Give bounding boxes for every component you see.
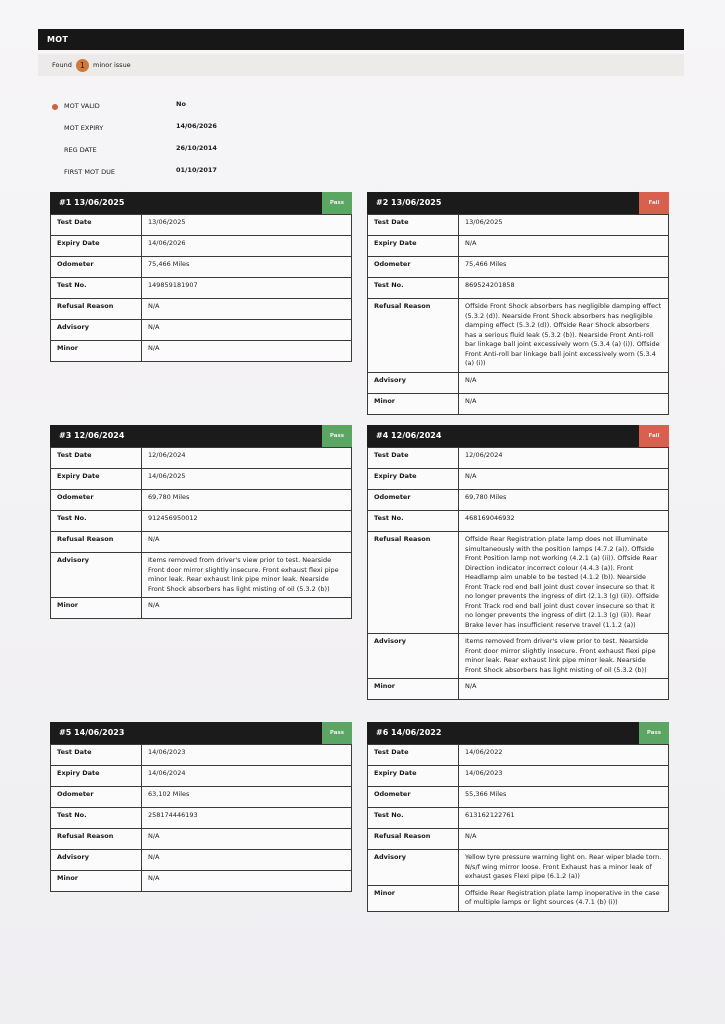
field-label: Test Date: [368, 745, 459, 766]
field-value: 14/06/2026: [142, 236, 352, 257]
field-value: Yellow tyre pressure warning light on. Rear wiper blade torn. N/s/f wing mirror loose. Front Exhaust has a minor leak of exhaust gases Flexi pipe (6.1.2 (a)): [459, 850, 669, 886]
field-value: 14/06/2022: [459, 745, 669, 766]
row-test-date: [51, 448, 352, 469]
field-label: Refusal Reason: [51, 532, 142, 553]
field-value: 149859181907: [142, 278, 352, 299]
field-label: Minor: [51, 341, 142, 362]
row-minor: [51, 341, 352, 362]
field-label: Refusal Reason: [368, 532, 459, 634]
field-value: 13/06/2025: [142, 215, 352, 236]
row-expiry-date: [51, 469, 352, 490]
mot-summary: [52, 98, 292, 186]
field-value: N/A: [459, 236, 669, 257]
field-label: Advisory: [368, 372, 459, 393]
summary-value: 26/10/2014: [176, 144, 217, 152]
row-odometer: [51, 257, 352, 278]
row-refusal-reason: [51, 299, 352, 320]
field-label: Refusal Reason: [51, 829, 142, 850]
row-minor: [368, 885, 669, 911]
field-value: 13/06/2025: [459, 215, 669, 236]
field-value: N/A: [142, 829, 352, 850]
summary-label: MOT EXPIRY: [64, 124, 104, 132]
field-label: Test Date: [368, 215, 459, 236]
field-value: Offside Rear Registration plate lamp does not illuminate simultaneously with the position lamps (4.7.2 (a)). Offside Front Position lamp not working (4.2.1 (a) (ii)). Offside Rear Direction indicator incorrect colour (4.4.3 (a)). Front Headlamp aim unable to be tested (4.1.2 (b)). Nearside Front Track rod end ball joint dust cover insecure so that it no longer prevents the ingress of dirt (2.1.3 (g) (ii)). Offside Front Track rod end ball joint dust cover insecure so that it no longer prevents the ingress of dirt (2.1.3 (g) (ii)). Rear Brake lever has insufficient reserve travel (1.1.2 (a)): [459, 532, 669, 634]
field-value: 869524201858: [459, 278, 669, 299]
found-prefix: Found: [52, 61, 72, 69]
field-value: Offside Front Shock absorbers has negligible damping effect (5.3.2 (d)). Nearside Front Shock absorbers has negligible damping effect (5.3.2 (d)). Offside Rear Shock absorbers has a serious fluid leak (5.3.2 (b)). Nearside Front Anti-roll bar linkage ball joint excessively worn (5.3.4 (a) (i)). Offside Front Anti-roll bar linkage ball joint excessively worn (5.3.4 (a) (i)): [459, 299, 669, 373]
row-odometer: [368, 490, 669, 511]
field-label: Expiry Date: [51, 469, 142, 490]
row-minor: [368, 393, 669, 414]
field-label: Odometer: [368, 257, 459, 278]
found-suffix: minor issue: [93, 61, 131, 69]
card-title: #4 12/06/2024: [376, 431, 442, 440]
row-odometer: [368, 787, 669, 808]
field-value: N/A: [142, 598, 352, 619]
result-badge-pass: Pass: [322, 192, 352, 214]
row-odometer: [51, 490, 352, 511]
result-badge-pass: Pass: [639, 722, 669, 744]
summary-value: No: [176, 100, 186, 108]
row-minor: [51, 598, 352, 619]
row-minor: [368, 679, 669, 700]
field-label: Minor: [51, 598, 142, 619]
field-label: Test Date: [368, 448, 459, 469]
field-value: 75,466 Miles: [459, 257, 669, 278]
field-label: Test No.: [368, 808, 459, 829]
mot-test-card-1: [50, 192, 352, 362]
field-label: Test No.: [51, 808, 142, 829]
field-value: N/A: [142, 320, 352, 341]
mot-test-card-4: [367, 425, 669, 700]
test-details-table: [50, 447, 352, 619]
row-test-date: [51, 745, 352, 766]
field-label: Advisory: [368, 634, 459, 679]
field-label: Expiry Date: [51, 766, 142, 787]
field-value: 63,102 Miles: [142, 787, 352, 808]
row-refusal-reason: [51, 829, 352, 850]
issue-count-badge: 1: [76, 59, 89, 72]
card-title: #6 14/06/2022: [376, 728, 442, 737]
summary-value: 01/10/2017: [176, 166, 217, 174]
summary-label: FIRST MOT DUE: [64, 168, 115, 176]
summary-label: REG DATE: [64, 146, 97, 154]
field-label: Expiry Date: [368, 236, 459, 257]
field-value: Offside Rear Registration plate lamp inoperative in the case of multiple lamps or light sources (4.7.1 (b) (i)): [459, 885, 669, 911]
field-value: N/A: [459, 469, 669, 490]
field-label: Test Date: [51, 745, 142, 766]
field-value: Items removed from driver's view prior to test. Nearside Front door mirror slightly insecure. Front exhaust flexi pipe minor leak. Rear exhaust link pipe minor leak. Nearside Front Shock absorbers has light misting of oil (5.3.2 (b)): [459, 634, 669, 679]
field-label: Advisory: [51, 850, 142, 871]
row-test-no: [51, 808, 352, 829]
field-label: Minor: [51, 871, 142, 892]
summary-row-mot-expiry: [52, 120, 292, 142]
field-label: Expiry Date: [368, 766, 459, 787]
row-expiry-date: [51, 766, 352, 787]
section-header: MOT: [38, 29, 684, 50]
field-label: Odometer: [368, 787, 459, 808]
row-expiry-date: [368, 469, 669, 490]
card-header: [50, 425, 352, 447]
field-value: N/A: [459, 679, 669, 700]
row-test-date: [368, 448, 669, 469]
field-label: Refusal Reason: [51, 299, 142, 320]
field-value: N/A: [459, 829, 669, 850]
field-value: 258174446193: [142, 808, 352, 829]
field-label: Advisory: [368, 850, 459, 886]
test-details-table: [367, 744, 669, 912]
field-value: 613162122761: [459, 808, 669, 829]
result-badge-fail: Fail: [639, 425, 669, 447]
row-expiry-date: [368, 766, 669, 787]
field-value: N/A: [142, 850, 352, 871]
field-label: Minor: [368, 393, 459, 414]
summary-row-first-mot-due: [52, 164, 292, 186]
field-value: 14/06/2023: [142, 745, 352, 766]
mot-test-card-6: [367, 722, 669, 912]
row-odometer: [51, 787, 352, 808]
summary-value: 14/06/2026: [176, 122, 217, 130]
status-dot-icon: [52, 104, 58, 110]
card-title: #3 12/06/2024: [59, 431, 125, 440]
card-title: #2 13/06/2025: [376, 198, 442, 207]
result-badge-fail: Fail: [639, 192, 669, 214]
field-value: 12/06/2024: [459, 448, 669, 469]
field-label: Expiry Date: [368, 469, 459, 490]
field-label: Refusal Reason: [368, 829, 459, 850]
test-details-table: [367, 447, 669, 700]
row-test-date: [51, 215, 352, 236]
row-refusal-reason: [368, 299, 669, 373]
row-advisory: [368, 850, 669, 886]
issues-summary-bar: [38, 54, 684, 76]
field-label: Test Date: [51, 215, 142, 236]
row-refusal-reason: [368, 829, 669, 850]
mot-test-card-2: [367, 192, 669, 415]
field-label: Advisory: [51, 553, 142, 598]
mot-test-card-3: [50, 425, 352, 619]
field-label: Minor: [368, 885, 459, 911]
field-value: 14/06/2025: [142, 469, 352, 490]
field-value: 14/06/2024: [142, 766, 352, 787]
row-test-date: [368, 745, 669, 766]
summary-row-reg-date: [52, 142, 292, 164]
row-test-no: [368, 278, 669, 299]
field-label: Test No.: [51, 511, 142, 532]
card-header: [367, 425, 669, 447]
row-test-date: [368, 215, 669, 236]
field-value: N/A: [142, 341, 352, 362]
summary-label: MOT VALID: [64, 102, 100, 110]
card-title: #1 13/06/2025: [59, 198, 125, 207]
field-value: 468169046932: [459, 511, 669, 532]
field-value: N/A: [142, 871, 352, 892]
field-label: Test No.: [51, 278, 142, 299]
field-label: Odometer: [51, 257, 142, 278]
field-value: 912456950012: [142, 511, 352, 532]
test-details-table: [367, 214, 669, 415]
test-details-table: [50, 744, 352, 892]
field-label: Refusal Reason: [368, 299, 459, 373]
field-label: Odometer: [51, 787, 142, 808]
row-refusal-reason: [368, 532, 669, 634]
field-label: Odometer: [51, 490, 142, 511]
row-advisory: [368, 372, 669, 393]
row-advisory: [51, 850, 352, 871]
field-value: 12/06/2024: [142, 448, 352, 469]
field-label: Minor: [368, 679, 459, 700]
row-minor: [51, 871, 352, 892]
row-advisory: [51, 553, 352, 598]
field-label: Test No.: [368, 278, 459, 299]
row-expiry-date: [368, 236, 669, 257]
field-value: N/A: [142, 299, 352, 320]
test-details-table: [50, 214, 352, 362]
row-test-no: [368, 808, 669, 829]
field-value: Items removed from driver's view prior to test. Nearside Front door mirror slightly insecure. Front exhaust flexi pipe minor leak. Rear exhaust link pipe minor leak. Nearside Front Shock absorbers has light misting of oil (5.3.2 (b)): [142, 553, 352, 598]
field-value: N/A: [142, 532, 352, 553]
card-header: [367, 192, 669, 214]
field-label: Expiry Date: [51, 236, 142, 257]
field-value: 69,780 Miles: [142, 490, 352, 511]
field-label: Odometer: [368, 490, 459, 511]
row-test-no: [51, 278, 352, 299]
row-odometer: [368, 257, 669, 278]
field-value: 55,366 Miles: [459, 787, 669, 808]
field-value: N/A: [459, 393, 669, 414]
field-label: Advisory: [51, 320, 142, 341]
summary-row-mot-valid: [52, 98, 292, 120]
card-header: [50, 722, 352, 744]
result-badge-pass: Pass: [322, 425, 352, 447]
row-test-no: [51, 511, 352, 532]
field-value: N/A: [459, 372, 669, 393]
card-header: [50, 192, 352, 214]
mot-test-card-5: [50, 722, 352, 892]
field-label: Test Date: [51, 448, 142, 469]
row-advisory: [368, 634, 669, 679]
row-advisory: [51, 320, 352, 341]
result-badge-pass: Pass: [322, 722, 352, 744]
row-refusal-reason: [51, 532, 352, 553]
field-value: 75,466 Miles: [142, 257, 352, 278]
field-value: 14/06/2023: [459, 766, 669, 787]
row-expiry-date: [51, 236, 352, 257]
card-header: [367, 722, 669, 744]
field-value: 69,780 Miles: [459, 490, 669, 511]
field-label: Test No.: [368, 511, 459, 532]
card-title: #5 14/06/2023: [59, 728, 125, 737]
row-test-no: [368, 511, 669, 532]
